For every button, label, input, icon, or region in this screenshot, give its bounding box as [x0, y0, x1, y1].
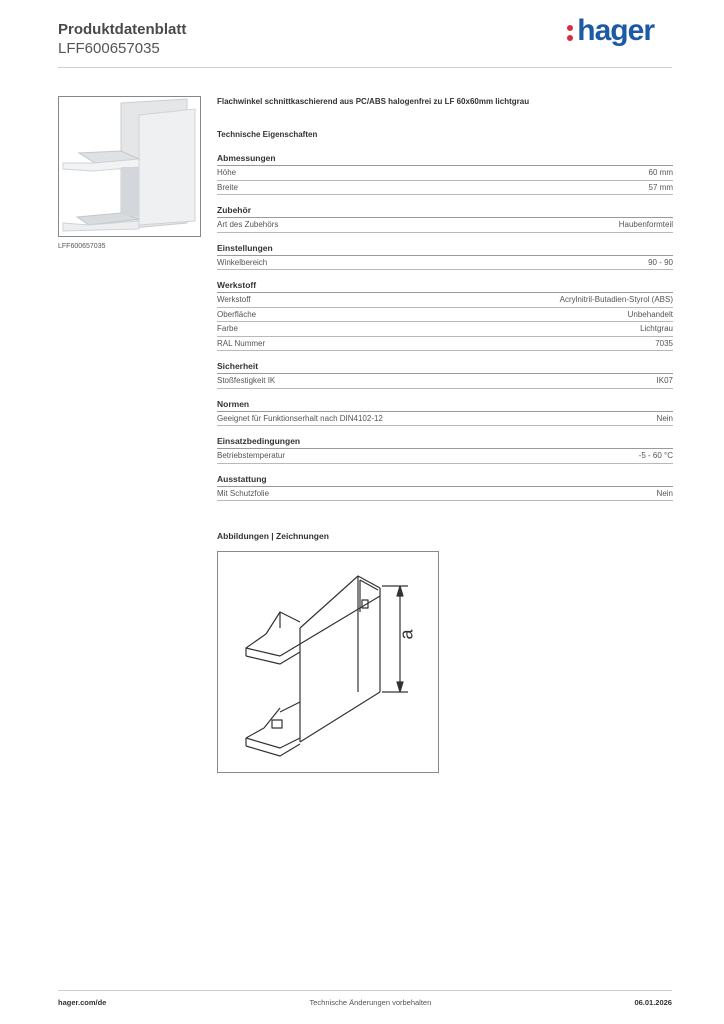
section-title: Technische Eigenschaften [217, 130, 318, 139]
property-groups [217, 153, 673, 501]
property-row [217, 308, 673, 323]
property-row [217, 256, 673, 271]
footer-date: 06.01.2026 [634, 998, 672, 1007]
page-title: Produktdatenblatt [58, 21, 187, 38]
property-row [217, 337, 673, 352]
property-row [217, 374, 673, 389]
drawings-title: Abbildungen | Zeichnungen [217, 531, 329, 541]
header [58, 20, 186, 58]
property-value: 57 mm [648, 182, 673, 192]
property-label: Werkstoff [217, 295, 251, 304]
product-image [58, 96, 201, 237]
property-row [217, 166, 673, 181]
property-label: Art des Zubehörs [217, 220, 279, 229]
property-group [217, 399, 673, 427]
property-group-title: Einstellungen [217, 243, 673, 256]
property-label: Geeignet für Funktionserhalt nach DIN4102-12 [217, 413, 383, 423]
property-value: Haubenformteil [618, 220, 673, 229]
property-label: Höhe [217, 168, 237, 177]
property-group-title: Sicherheit [217, 361, 673, 374]
property-label: Betriebstemperatur [217, 451, 286, 460]
property-group-title: Einsatzbedingungen [217, 436, 673, 449]
property-group-title: Zubehör [217, 205, 673, 218]
property-label: Stoßfestigkeit IK [217, 376, 276, 385]
header-divider [58, 67, 672, 68]
logo-text: hager [577, 14, 654, 47]
property-label: Breite [217, 182, 238, 192]
product-caption: LFF600657035 [58, 243, 106, 250]
property-value: -5 - 60 °C [638, 451, 673, 460]
property-row [217, 487, 673, 502]
property-group-title: Abmessungen [217, 153, 673, 166]
footer-divider [58, 990, 672, 991]
product-photo-flat-angle-icon [59, 97, 200, 236]
property-label: Farbe [217, 324, 238, 333]
property-group [217, 153, 673, 195]
hager-logo [567, 14, 654, 48]
property-value: Lichtgrau [640, 324, 673, 333]
technical-drawing-icon [218, 552, 438, 772]
footer [58, 998, 672, 1007]
property-group [217, 243, 673, 271]
main-content [217, 96, 673, 511]
article-number: LFF600657035 [58, 40, 160, 57]
product-description: Flachwinkel schnittkaschierend aus PC/ABS halogenfrei zu LF 60x60mm lichtgrau [217, 97, 530, 106]
property-row [217, 412, 673, 427]
property-value: 7035 [655, 338, 673, 348]
property-group [217, 436, 673, 464]
property-row [217, 293, 673, 308]
property-group-title: Normen [217, 399, 673, 412]
property-value: 90 - 90 [648, 257, 673, 267]
property-label: Oberfläche [217, 309, 257, 319]
property-row [217, 181, 673, 196]
property-group [217, 205, 673, 233]
property-group-title: Ausstattung [217, 474, 673, 487]
property-label: Mit Schutzfolie [217, 488, 270, 498]
property-group [217, 280, 673, 351]
property-row [217, 218, 673, 233]
logo-dots-icon [567, 22, 575, 42]
property-label: Winkelbereich [217, 257, 268, 267]
property-group [217, 361, 673, 389]
property-group [217, 474, 673, 502]
technical-drawing [217, 551, 439, 773]
footer-notice: Technische Änderungen vorbehalten [309, 998, 432, 1007]
property-row [217, 322, 673, 337]
property-value: IK07 [656, 376, 673, 385]
property-group-title: Werkstoff [217, 280, 673, 293]
property-row [217, 449, 673, 464]
property-value: Nein [656, 413, 673, 423]
property-value: Nein [656, 488, 673, 498]
dimension-label: a [396, 629, 417, 640]
property-label: RAL Nummer [217, 338, 266, 348]
property-value: Acrylnitril-Butadien-Styrol (ABS) [559, 295, 673, 304]
footer-website[interactable]: hager.com/de [58, 998, 107, 1007]
property-value: Unbehandelt [627, 309, 673, 319]
property-value: 60 mm [648, 168, 673, 177]
